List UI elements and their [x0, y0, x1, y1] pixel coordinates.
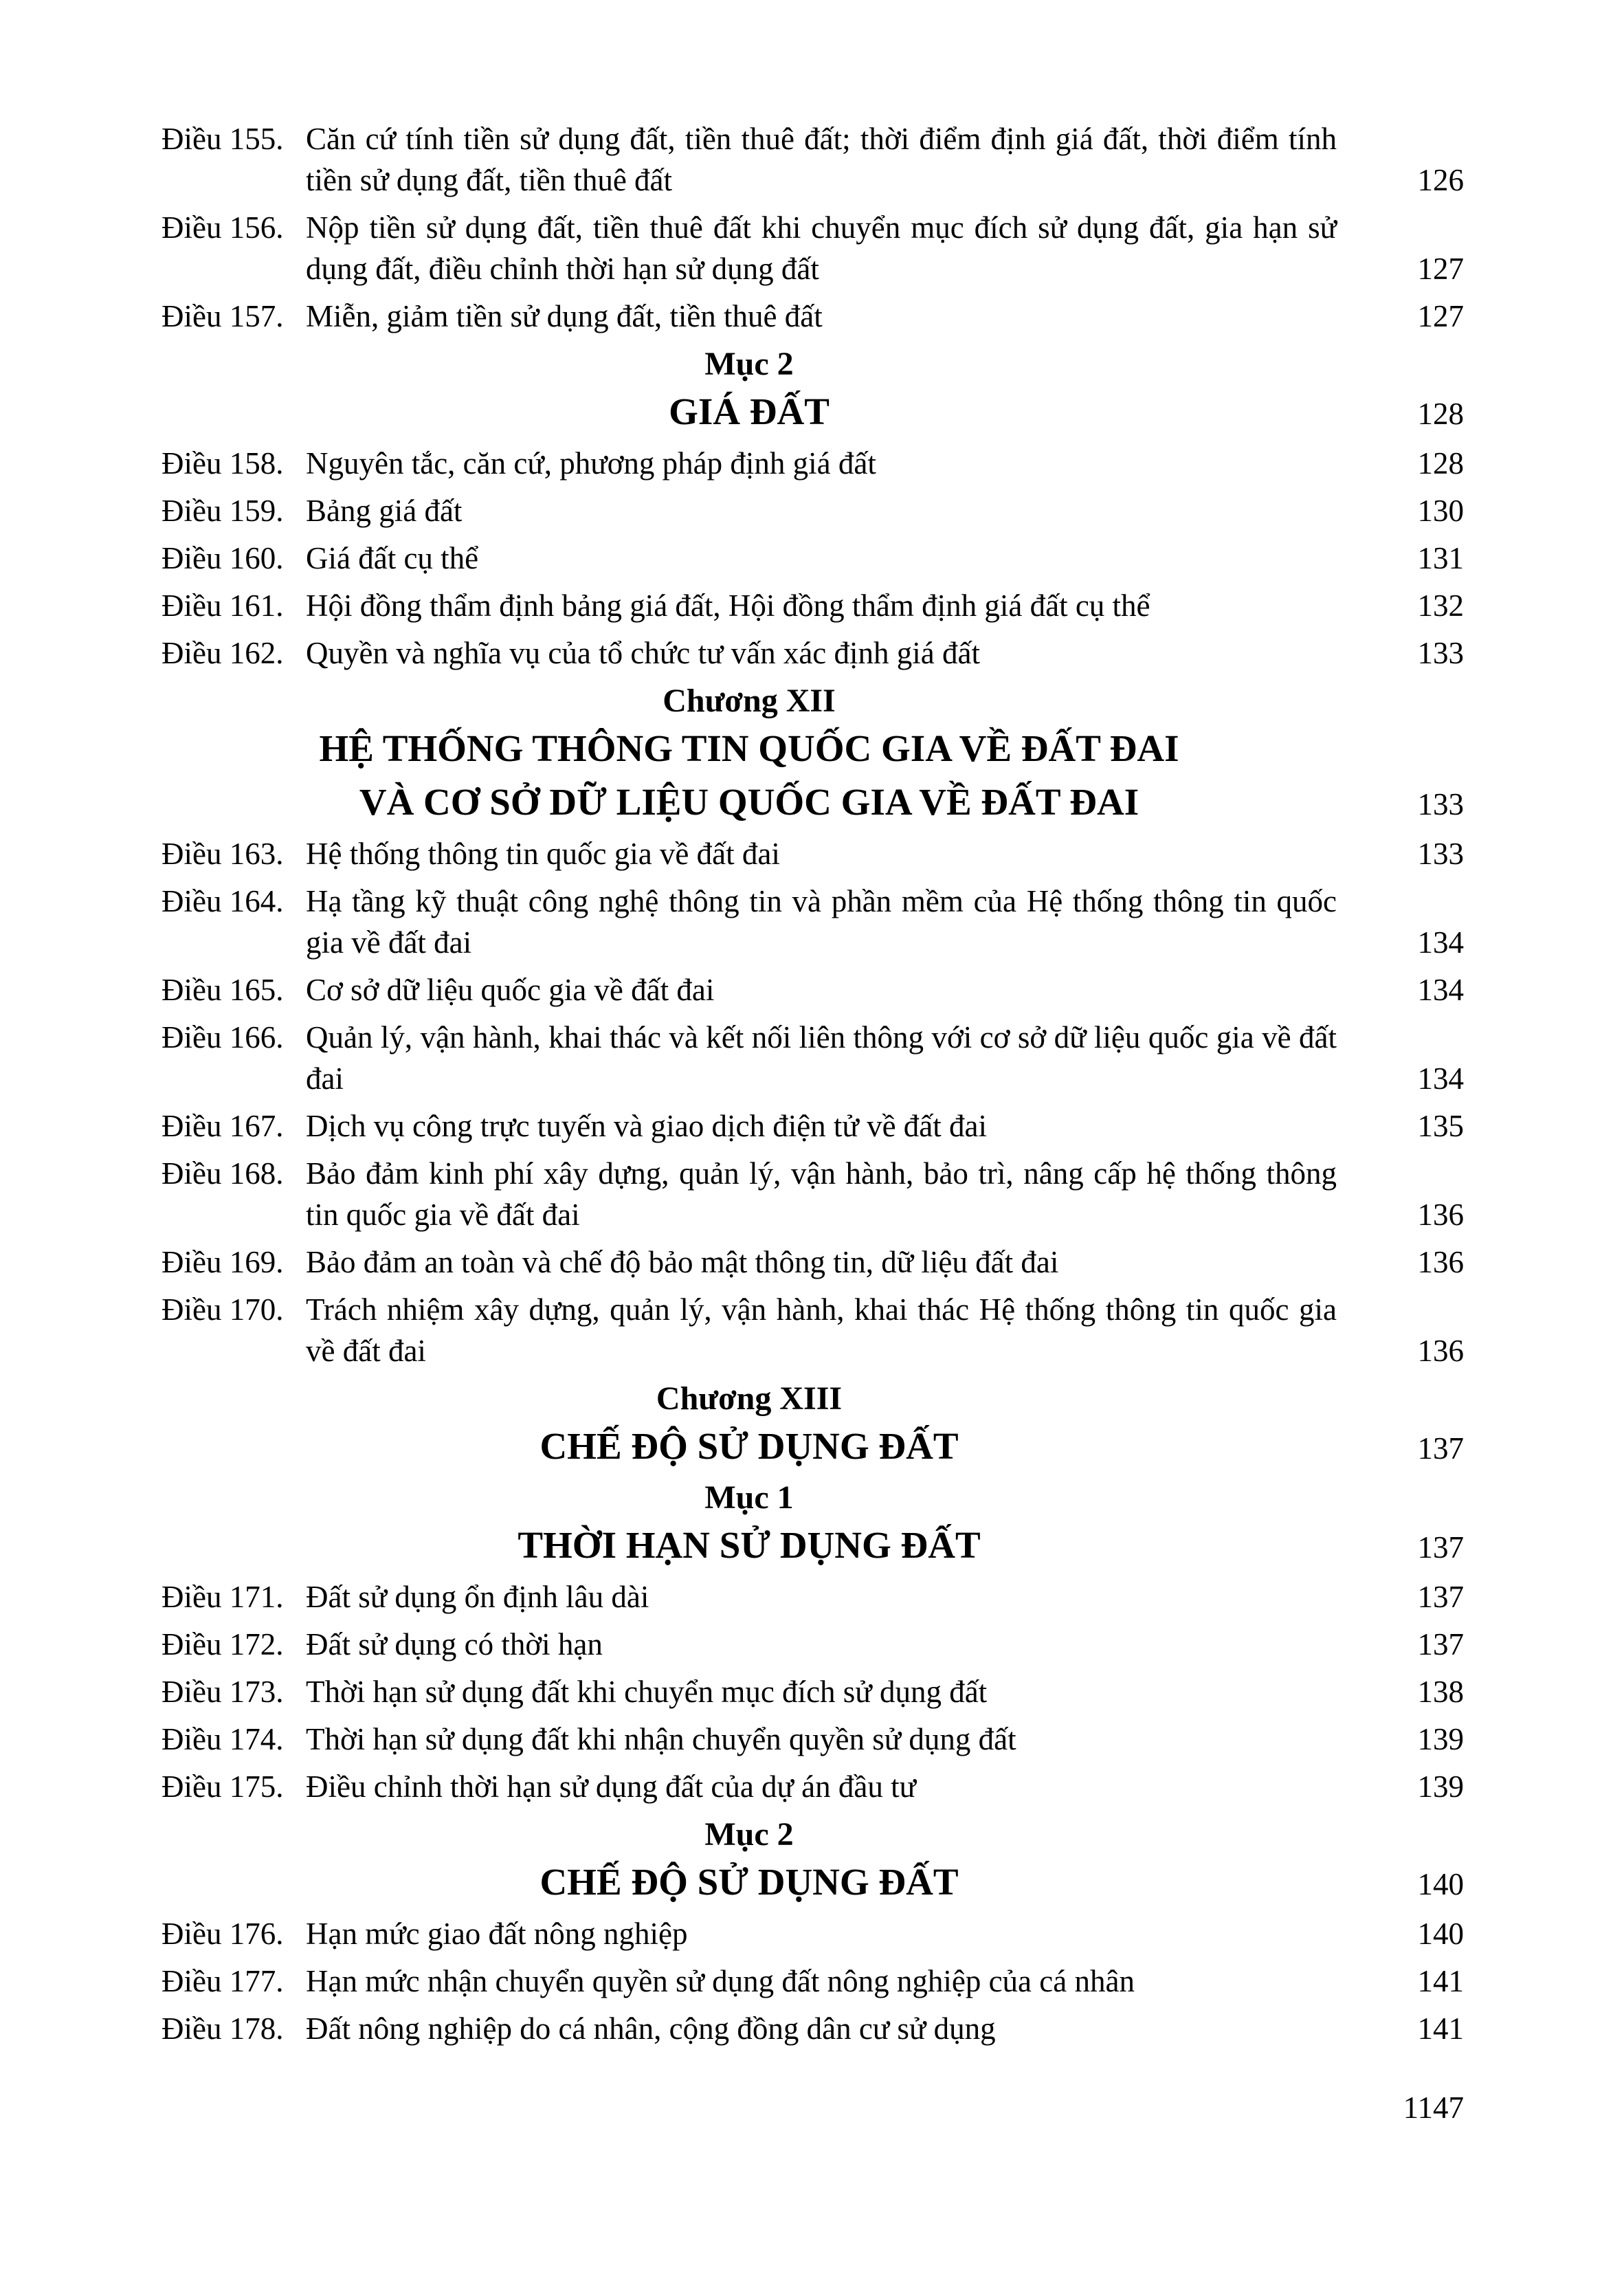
entry-article-label: Điều 174. — [162, 1722, 284, 1756]
heading-page-number: 128 — [1417, 397, 1464, 431]
toc-heading — [162, 389, 1464, 434]
entry-article-label: Điều 161. — [162, 588, 284, 623]
entry-title: Quyền và nghĩa vụ của tổ chức tư vấn xác định giá đất — [306, 636, 980, 670]
entry-title: Bảng giá đất — [306, 494, 463, 528]
entry-title: Hạn mức nhận chuyển quyền sử dụng đất nông nghiệp của cá nhân — [306, 1964, 1135, 1998]
entry-article-label: Điều 168. — [162, 1156, 284, 1191]
entry-title: Đất sử dụng có thời hạn — [306, 1627, 603, 1662]
entry-article-label: Điều 162. — [162, 636, 284, 670]
toc-entry — [162, 538, 1464, 579]
entry-article-label: Điều 171. — [162, 1580, 284, 1614]
entry-page-number: 131 — [1417, 541, 1464, 575]
footer-page-number: 1147 — [1403, 2090, 1464, 2125]
toc-entry — [162, 1719, 1464, 1760]
toc-entry — [162, 296, 1464, 337]
heading-title: THỜI HẠN SỬ DỤNG ĐẤT — [518, 1524, 981, 1566]
entry-title: Điều chỉnh thời hạn sử dụng đất của dự án đầu tư — [306, 1769, 917, 1804]
entry-title: Hạ tầng kỹ thuật công nghệ thông tin và phần mềm của Hệ thống thông tin quốc gia về đất đai — [306, 884, 1337, 960]
entry-page-number: 137 — [1417, 1580, 1464, 1614]
entry-article-label: Điều 177. — [162, 1964, 284, 1998]
entry-article-label: Điều 163. — [162, 837, 284, 871]
toc-entry — [162, 585, 1464, 626]
entry-article-label: Điều 157. — [162, 299, 284, 333]
entry-article-label: Điều 176. — [162, 1917, 284, 1951]
toc-entry — [162, 118, 1464, 201]
toc-entry — [162, 1241, 1464, 1283]
heading-page-number: 140 — [1417, 1867, 1464, 1901]
heading-title: HỆ THỐNG THÔNG TIN QUỐC GIA VỀ ĐẤT ĐAI — [319, 727, 1179, 769]
toc-heading — [162, 1424, 1464, 1469]
heading-title: Chương XIII — [656, 1380, 843, 1417]
toc-entry — [162, 969, 1464, 1011]
toc-entry — [162, 833, 1464, 874]
entry-page-number: 130 — [1417, 494, 1464, 528]
toc-entry — [162, 443, 1464, 484]
entry-article-label: Điều 178. — [162, 2011, 284, 2046]
heading-page-number: 137 — [1417, 1530, 1464, 1565]
entry-page-number: 136 — [1417, 1197, 1464, 1232]
toc-entry — [162, 632, 1464, 674]
entry-article-label: Điều 160. — [162, 541, 284, 575]
heading-title: Mục 2 — [704, 346, 794, 382]
entry-title: Hạn mức giao đất nông nghiệp — [306, 1917, 688, 1951]
toc-entry — [162, 1153, 1464, 1235]
heading-title: GIÁ ĐẤT — [669, 390, 830, 432]
toc-heading — [162, 681, 1464, 722]
toc-entry — [162, 1961, 1464, 2002]
entry-title: Đất sử dụng ổn định lâu dài — [306, 1580, 649, 1614]
entry-title: Thời hạn sử dụng đất khi nhận chuyển quyền sử dụng đất — [306, 1722, 1016, 1756]
heading-title: Mục 2 — [704, 1816, 794, 1853]
entry-article-label: Điều 172. — [162, 1627, 284, 1662]
page-footer — [162, 2087, 1464, 2128]
entry-title: Quản lý, vận hành, khai thác và kết nối liên thông với cơ sở dữ liệu quốc gia về đất đai — [306, 1020, 1337, 1096]
entry-page-number: 134 — [1417, 925, 1464, 960]
entry-title: Bảo đảm kinh phí xây dựng, quản lý, vận hành, bảo trì, nâng cấp hệ thống thông tin quốc gia về đất đai — [306, 1156, 1337, 1232]
heading-page-number: 133 — [1417, 787, 1464, 821]
entry-article-label: Điều 167. — [162, 1109, 284, 1143]
entry-page-number: 134 — [1417, 1061, 1464, 1096]
toc-entry — [162, 1289, 1464, 1371]
entry-page-number: 141 — [1417, 2011, 1464, 2046]
entry-article-label: Điều 170. — [162, 1292, 284, 1327]
toc-entry — [162, 1624, 1464, 1665]
toc-entry — [162, 1913, 1464, 1954]
toc-entry — [162, 207, 1464, 289]
entry-title: Giá đất cụ thể — [306, 541, 479, 575]
entry-page-number: 138 — [1417, 1675, 1464, 1709]
entry-page-number: 126 — [1417, 163, 1464, 197]
entry-title: Hội đồng thẩm định bảng giá đất, Hội đồng thẩm định giá đất cụ thể — [306, 588, 1150, 623]
entry-page-number: 137 — [1417, 1627, 1464, 1662]
toc-entry — [162, 1105, 1464, 1147]
heading-title: CHẾ ĐỘ SỬ DỤNG ĐẤT — [540, 1861, 959, 1903]
entry-page-number: 134 — [1417, 973, 1464, 1007]
entry-title: Nguyên tắc, căn cứ, phương pháp định giá đất — [306, 446, 876, 481]
entry-title: Miễn, giảm tiền sử dụng đất, tiền thuê đất — [306, 299, 823, 333]
entry-article-label: Điều 173. — [162, 1675, 284, 1709]
toc-heading — [162, 1477, 1464, 1519]
entry-article-label: Điều 166. — [162, 1020, 284, 1055]
toc-heading — [162, 1378, 1464, 1420]
entry-article-label: Điều 158. — [162, 446, 284, 481]
toc-entry — [162, 1576, 1464, 1618]
heading-title: CHẾ ĐỘ SỬ DỤNG ĐẤT — [540, 1425, 959, 1467]
heading-page-number: 137 — [1417, 1431, 1464, 1466]
entry-page-number: 128 — [1417, 446, 1464, 481]
heading-title: VÀ CƠ SỞ DỮ LIỆU QUỐC GIA VỀ ĐẤT ĐAI — [359, 781, 1139, 823]
entry-title: Hệ thống thông tin quốc gia về đất đai — [306, 837, 780, 871]
toc-list — [162, 118, 1464, 2049]
toc-entry — [162, 881, 1464, 963]
toc-entry — [162, 1766, 1464, 1807]
entry-title: Nộp tiền sử dụng đất, tiền thuê đất khi chuyển mục đích sử dụng đất, gia hạn sử dụng đất, điều chỉnh thời hạn sử dụng đất — [306, 210, 1337, 286]
entry-article-label: Điều 159. — [162, 494, 284, 528]
entry-page-number: 136 — [1417, 1334, 1464, 1368]
entry-page-number: 133 — [1417, 636, 1464, 670]
entry-page-number: 132 — [1417, 588, 1464, 623]
heading-title: Chương XII — [663, 683, 836, 719]
entry-page-number: 139 — [1417, 1769, 1464, 1804]
entry-title: Cơ sở dữ liệu quốc gia về đất đai — [306, 973, 715, 1007]
entry-article-label: Điều 169. — [162, 1245, 284, 1279]
toc-entry — [162, 1671, 1464, 1712]
entry-article-label: Điều 165. — [162, 973, 284, 1007]
toc-heading — [162, 726, 1464, 771]
entry-title: Trách nhiệm xây dựng, quản lý, vận hành, khai thác Hệ thống thông tin quốc gia về đất đai — [306, 1292, 1337, 1368]
entry-article-label: Điều 155. — [162, 122, 284, 156]
entry-title: Đất nông nghiệp do cá nhân, cộng đồng dân cư sử dụng — [306, 2011, 996, 2046]
toc-heading — [162, 1814, 1464, 1855]
entry-title: Dịch vụ công trực tuyến và giao dịch điện tử về đất đai — [306, 1109, 987, 1143]
entry-article-label: Điều 175. — [162, 1769, 284, 1804]
toc-heading — [162, 344, 1464, 385]
toc-heading — [162, 1523, 1464, 1568]
entry-article-label: Điều 164. — [162, 884, 284, 918]
entry-title: Bảo đảm an toàn và chế độ bảo mật thông tin, dữ liệu đất đai — [306, 1245, 1059, 1279]
entry-title: Thời hạn sử dụng đất khi chuyển mục đích sử dụng đất — [306, 1675, 988, 1709]
toc-entry — [162, 2008, 1464, 2049]
entry-page-number: 133 — [1417, 837, 1464, 871]
entry-page-number: 141 — [1417, 1964, 1464, 1998]
toc-heading — [162, 780, 1464, 825]
toc-entry — [162, 490, 1464, 531]
entry-title: Căn cứ tính tiền sử dụng đất, tiền thuê đất; thời điểm định giá đất, thời điểm tính tiền sử dụng đất, tiền thuê đất — [306, 122, 1337, 197]
entry-article-label: Điều 156. — [162, 210, 284, 245]
entry-page-number: 136 — [1417, 1245, 1464, 1279]
toc-entry — [162, 1017, 1464, 1099]
toc-heading — [162, 1859, 1464, 1905]
entry-page-number: 127 — [1417, 299, 1464, 333]
entry-page-number: 139 — [1417, 1722, 1464, 1756]
entry-page-number: 140 — [1417, 1917, 1464, 1951]
entry-page-number: 135 — [1417, 1109, 1464, 1143]
heading-title: Mục 1 — [704, 1479, 794, 1516]
entry-page-number: 127 — [1417, 252, 1464, 286]
